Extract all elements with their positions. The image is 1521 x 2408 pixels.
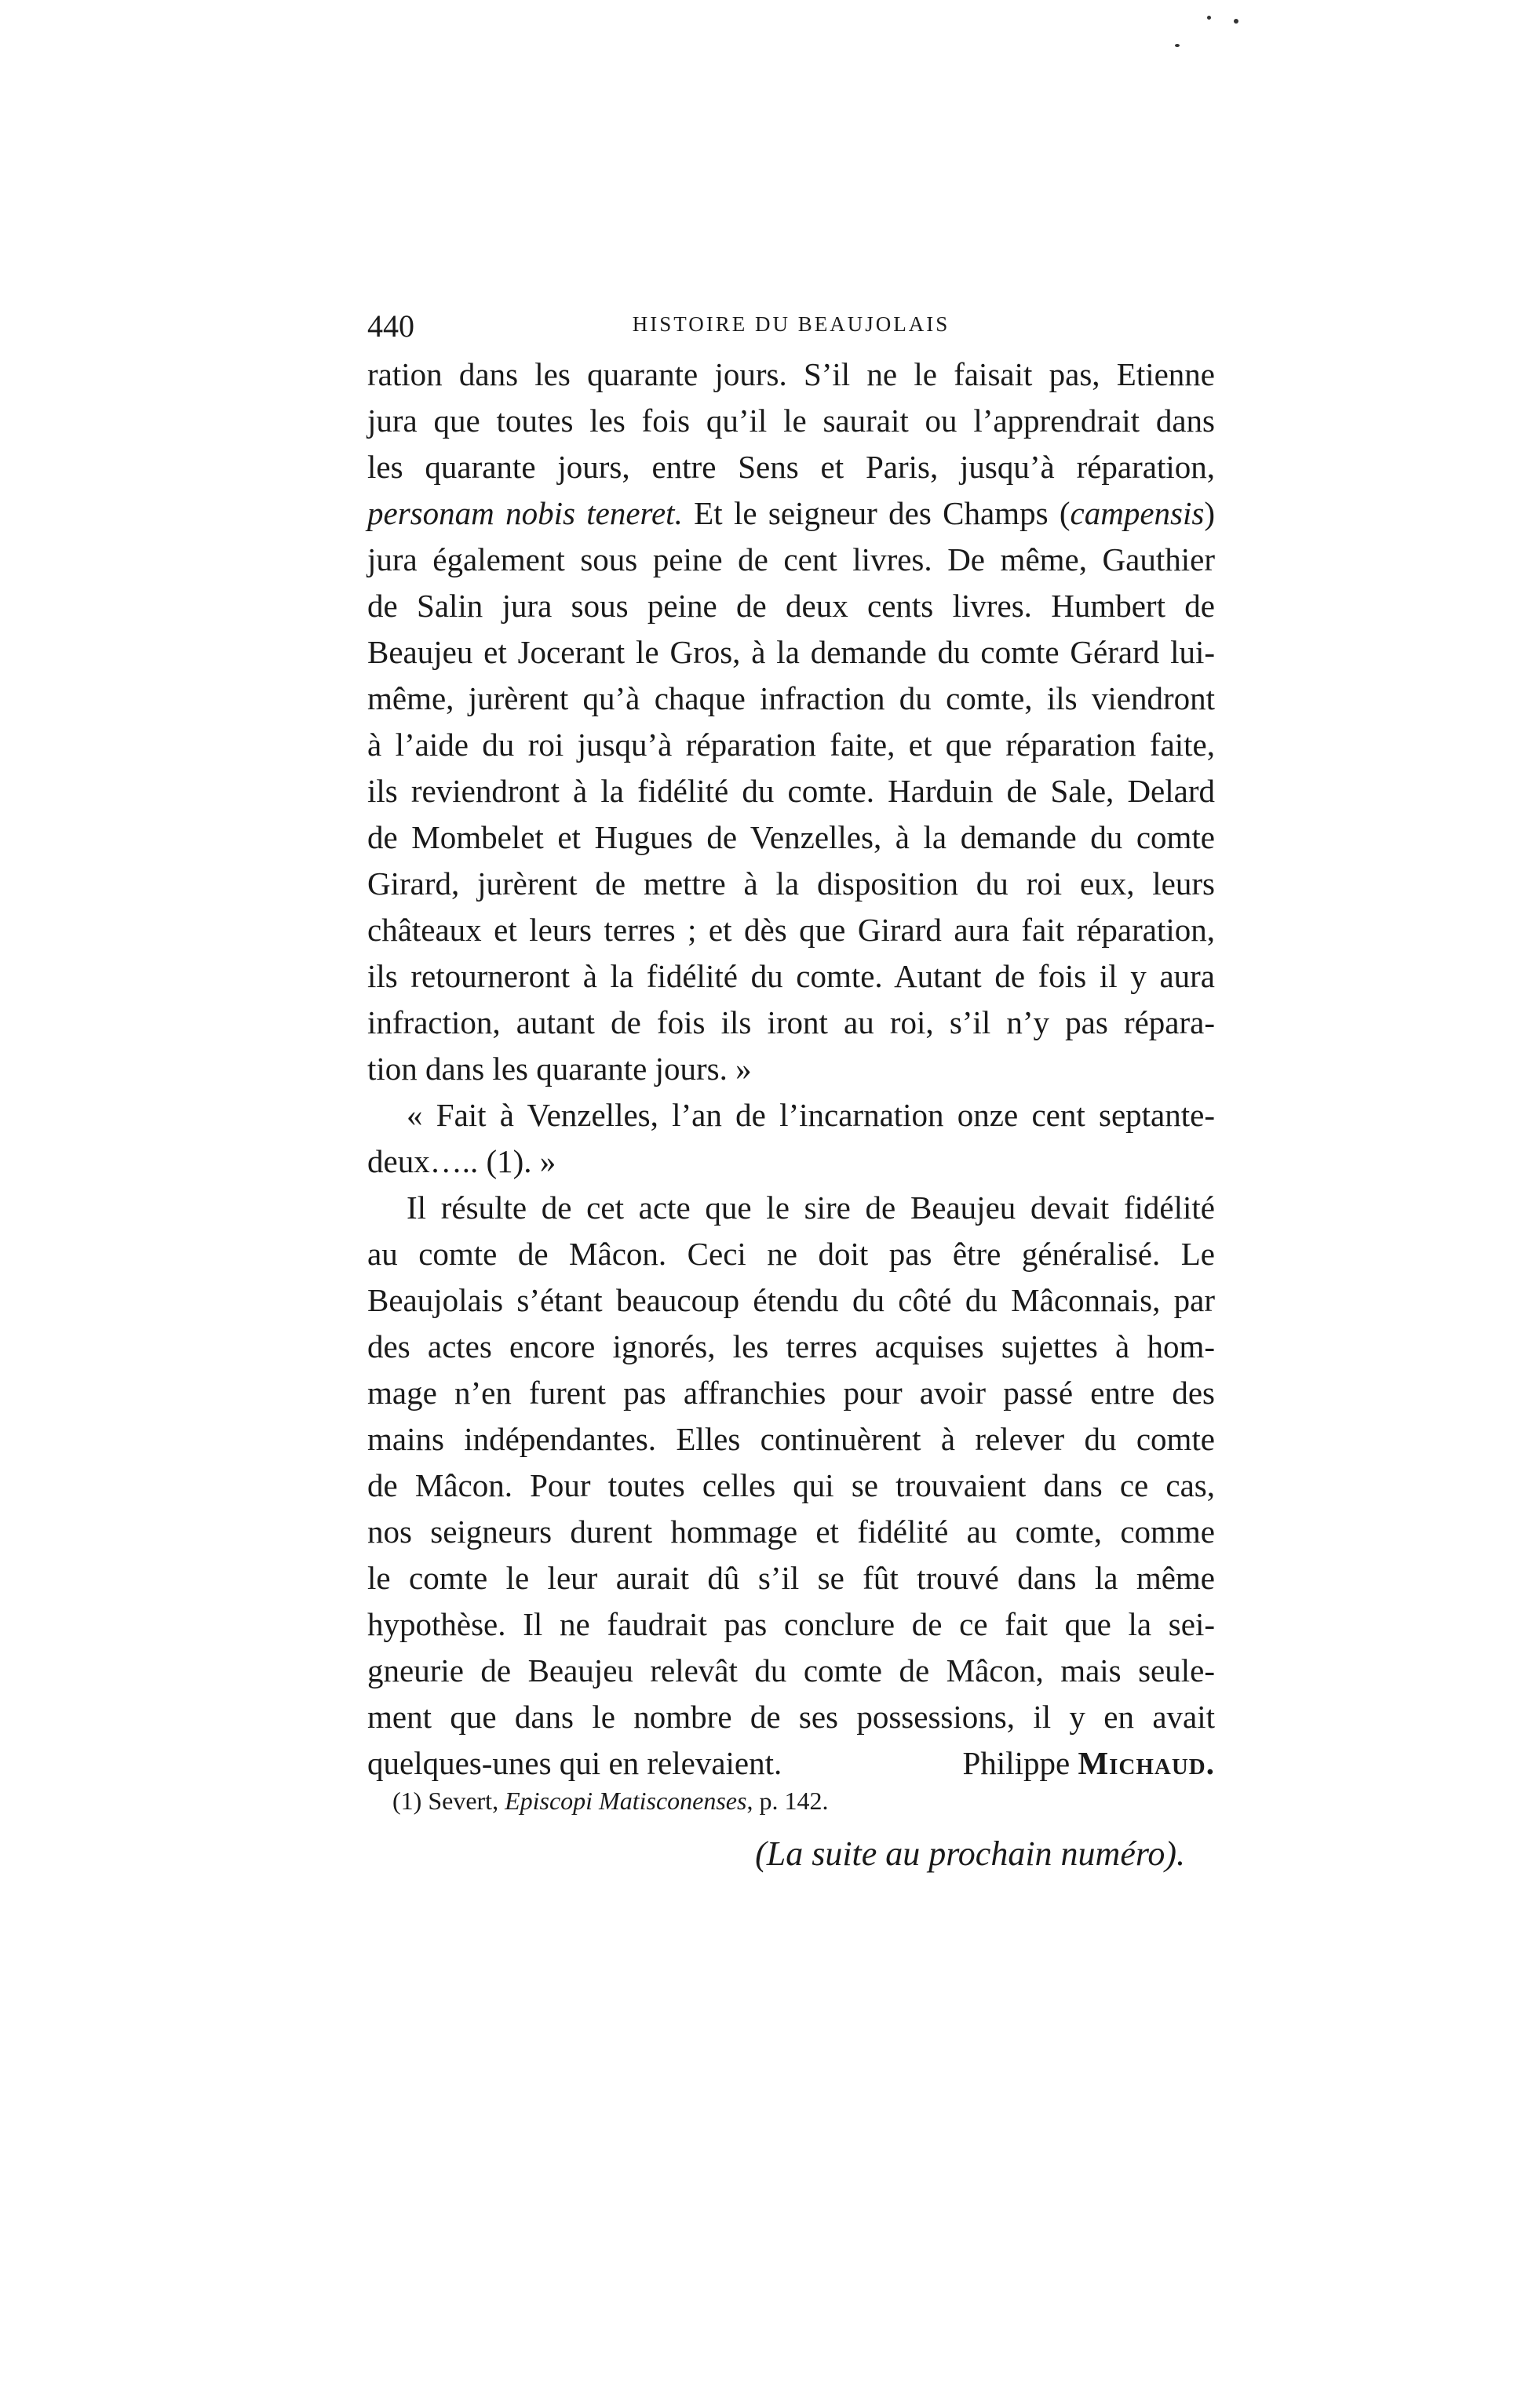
footnote (392, 1785, 828, 1816)
text-line: de Salin jura sous peine de deux cents livres. Humbert de (367, 588, 1215, 624)
latin-term: campensis (1070, 495, 1205, 531)
text-line: jura que toutes les fois qu’il le saurait ou l’apprendrait dans (367, 403, 1215, 439)
body-text (367, 352, 1215, 1787)
footnote-page: , p. 142. (746, 1787, 829, 1815)
text-line: deux….. (1). » (367, 1143, 556, 1179)
print-speck (1207, 16, 1211, 20)
text-line: jura également sous peine de cent livres. De même, Gauthier (367, 541, 1215, 577)
text-fragment: ) (1204, 495, 1216, 531)
text-line: Beaujolais s’étant beaucoup étendu du côté du Mâconnais, par (367, 1282, 1215, 1318)
continuation-note: (La suite au prochain numéro). (755, 1834, 1185, 1873)
text-line: ration dans les quarante jours. S’il ne le faisait pas, Etienne (367, 356, 1215, 392)
text-line: ment que dans le nombre de ses possessions, il y en avait (367, 1699, 1215, 1735)
text-line: mage n’en furent pas affranchies pour avoir passé entre des (367, 1375, 1215, 1411)
text-line: au comte de Mâcon. Ceci ne doit pas être généralisé. Le (367, 1236, 1215, 1272)
print-speck (1175, 44, 1180, 47)
page-number: 440 (367, 308, 414, 344)
text-line: des actes encore ignorés, les terres acquises sujettes à hom- (367, 1328, 1215, 1364)
text-line: Girard, jurèrent de mettre à la disposition du roi eux, leurs (367, 865, 1215, 902)
text-line: nos seigneurs durent hommage et fidélité au comte, comme (367, 1514, 1215, 1550)
text-line: gneurie de Beaujeu relevât du comte de Mâcon, mais seule- (367, 1652, 1215, 1689)
text-line: Beaujeu et Jocerant le Gros, à la demande du comte Gérard lui- (367, 634, 1215, 670)
text-line: le comte le leur aurait dû s’il se fût trouvé dans la même (367, 1560, 1215, 1596)
text-line: de Mâcon. Pour toutes celles qui se trouvaient dans ce cas, (367, 1467, 1215, 1503)
footnote-title: Episcopi Matisconenses (505, 1787, 747, 1815)
text-line: de Mombelet et Hugues de Venzelles, à la demande du comte (367, 819, 1215, 855)
text-line: à l’aide du roi jusqu’à réparation faite, et que réparation faite, (367, 727, 1215, 763)
author-last-name: Michaud. (1078, 1745, 1215, 1781)
text-line: infraction, autant de fois ils iront au roi, s’il n’y pas répara- (367, 1004, 1215, 1040)
author-signature (963, 1740, 1216, 1787)
text-line: quelques-unes qui en relevaient. (367, 1745, 782, 1781)
text-line (367, 490, 1215, 537)
text-line: même, jurèrent qu’à chaque infraction du comte, ils viendront (367, 680, 1215, 716)
text-line: Il résulte de cet acte que le sire de Beaujeu devait fidélité (407, 1189, 1215, 1226)
text-line: mains indépendantes. Elles continuèrent à relever du comte (367, 1421, 1215, 1457)
latin-phrase: personam nobis teneret. (367, 495, 683, 531)
text-line: les quarante jours, entre Sens et Paris, jusqu’à réparation, (367, 449, 1215, 485)
running-title: HISTOIRE DU BEAUJOLAIS (632, 312, 950, 336)
signature-line (367, 1740, 1215, 1787)
text-line: hypothèse. Il ne faudrait pas conclure de ce fait que la sei- (367, 1606, 1215, 1642)
page-header (367, 308, 1215, 347)
text-line: châteaux et leurs terres ; et dès que Girard aura fait réparation, (367, 912, 1215, 948)
text-line: ils retourneront à la fidélité du comte. Autant de fois il y aura (367, 958, 1215, 994)
footnote-marker: (1) Severt, (392, 1787, 505, 1815)
text-line: ils reviendront à la fidélité du comte. Harduin de Sale, Delard (367, 773, 1215, 809)
text-fragment: Et le seigneur des Champs ( (682, 495, 1071, 531)
text-line: « Fait à Venzelles, l’an de l’incarnation onze cent septante- (407, 1097, 1215, 1133)
author-first-name: Philippe (962, 1745, 1078, 1781)
text-line: tion dans les quarante jours. » (367, 1051, 752, 1087)
print-speck (1234, 19, 1238, 24)
